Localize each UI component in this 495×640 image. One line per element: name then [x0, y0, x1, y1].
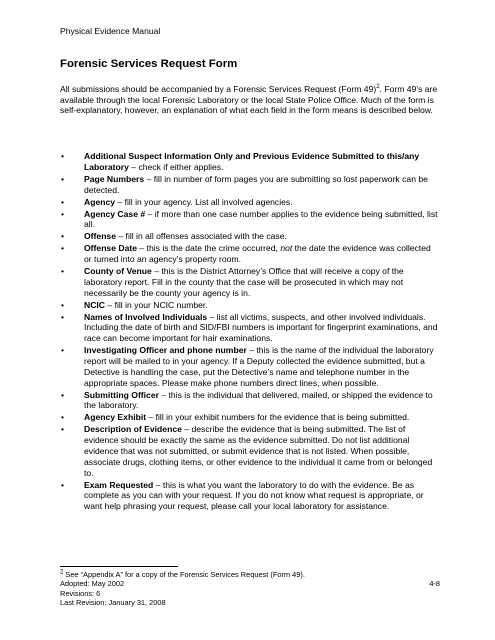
list-item-offense-date — [60, 243, 438, 265]
item-term: Agency Exhibit — [84, 412, 147, 423]
list-item-exam-requested — [60, 480, 438, 512]
list-item-page-numbers — [60, 174, 438, 196]
item-desc: – fill in your exhibit numbers for the evidence that is being submitted. — [146, 412, 410, 423]
list-item-ncic — [60, 300, 438, 311]
item-desc: – fill in all offenses associated with the case. — [116, 231, 287, 242]
item-desc: – this is what you want the laboratory to do with the evidence. Be as complete as you can with your request. If you do not know what request is appropriate, or want help phrasing your request, please call your local laboratory for assistance. — [84, 479, 424, 512]
bullet-icon: • — [61, 479, 65, 490]
item-desc: – this is the name of the individual the laboratory report will be mailed to in your agency. If a Deputy collected the evidence submitted, but a Detective is handling the case, put the Detective’s name and telephone number in the appropriate spaces. Please make phone numbers direct lines, when possible. — [84, 345, 434, 388]
list-item-agency-exhibit — [60, 412, 438, 423]
list-item-agency-case — [60, 209, 438, 231]
list-item-investigating-officer — [60, 345, 438, 388]
section-title: Forensic Services Request Form — [60, 58, 238, 70]
adopted-date: Adopted: May 2002 — [60, 579, 125, 589]
bullet-icon: • — [61, 243, 65, 254]
item-term: NCIC — [84, 299, 106, 310]
bullet-icon: • — [61, 151, 65, 161]
bullet-icon: • — [61, 389, 65, 400]
footnote-divider — [60, 566, 178, 567]
bullet-icon: • — [61, 311, 65, 322]
item-term: Agency Case # — [84, 208, 146, 219]
item-term: Offense Date — [84, 243, 138, 254]
item-term: County of Venue — [84, 266, 152, 277]
running-header: Physical Evidence Manual — [60, 26, 161, 36]
item-term: Additional Suspect Information Only and Previous Evidence Submitted to this/any Laboratory — [84, 151, 420, 172]
item-term: Submitting Officer — [84, 389, 159, 400]
bullet-icon: • — [61, 424, 65, 435]
list-item-agency — [60, 197, 438, 208]
item-term: Exam Requested — [84, 479, 154, 490]
page-number: 4-8 — [429, 579, 440, 589]
footnote-reference: 2 — [376, 84, 380, 91]
list-item-submitting-officer — [60, 390, 438, 412]
intro-paragraph — [60, 84, 438, 116]
intro-text-start: All submissions should be accompanied by a Forensic Services Request (Form 49) — [60, 84, 377, 94]
footnote-mark: 2 — [60, 569, 64, 576]
list-item-involved-individuals — [60, 312, 438, 344]
item-desc: – check if either applies. — [128, 161, 224, 172]
bullet-icon: • — [61, 345, 65, 356]
item-term: Offense — [84, 231, 116, 242]
item-desc: – this is the District Attorney’s Office that will receive a copy of the laboratory report. Fill in the county that the case will be prosecuted in which may not necessarily be the county your agency is in. — [84, 266, 404, 298]
bullet-icon: • — [61, 412, 65, 423]
bullet-icon: • — [61, 231, 65, 242]
footer-adopted-row — [60, 579, 440, 588]
bullet-icon: • — [61, 208, 65, 219]
bullet-icon: • — [61, 266, 65, 277]
field-description-list — [60, 151, 438, 513]
item-desc: – this is the date the crime occurred, — [137, 243, 281, 254]
intro-text-end: . Form 49’s are available through the local Forensic Laboratory or the local State Police Office. Much of the form is self-explanatory, however, an explanation of what each field in the form means is described below. — [60, 84, 438, 116]
page-footer — [60, 570, 440, 608]
bullet-icon: • — [61, 299, 65, 310]
item-desc: – fill in your agency. List all involved agencies. — [115, 196, 293, 207]
item-desc: – if more than one case number applies to the evidence being submitted, list all. — [84, 208, 438, 230]
item-term: Names of Involved Individuals — [84, 311, 208, 322]
item-desc: – fill in your NCIC number. — [105, 299, 208, 310]
bullet-icon: • — [61, 173, 65, 184]
bullet-icon: • — [61, 196, 65, 207]
list-item-description-of-evidence — [60, 424, 438, 478]
last-revision-date: Last Revision: January 31, 2008 — [60, 598, 166, 608]
item-desc: – list all victims, suspects, and other involved individuals. Including the date of birth and SID/FBI numbers is important for fingerprint examinations, and race can become important for hair examinations. — [84, 311, 438, 344]
list-item-suspect-info — [60, 151, 438, 173]
item-desc: – describe the evidence that is being submitted. The list of evidence should be exactly the same as the evidence submitted. Do not list additional evidence that was not submitted, or submit evidence that is not listed. When possible, associate drugs, clothing items, or other evidence to the individual it came from or belonged to. — [84, 424, 433, 478]
item-emphasis: not — [280, 243, 293, 254]
item-term: Investigating Officer and phone number — [84, 345, 247, 356]
item-desc: – this is the individual that delivered, mailed, or shipped the evidence to the laboratory. — [84, 389, 433, 411]
list-item-county-of-venue — [60, 266, 438, 298]
revisions-count: Revisions: 6 — [60, 588, 101, 598]
footnote — [60, 570, 440, 579]
list-item-offense — [60, 231, 438, 242]
item-term: Agency — [84, 196, 116, 207]
item-desc-continued: the date the evidence was collected or turned into an agency’s property room. — [84, 243, 431, 265]
footnote-text: See “Appendix A” for a copy of the Forensic Services Request (Form 49). — [63, 570, 305, 579]
item-desc: – fill in number of form pages you are submitting so lost paperwork can be detected. — [84, 173, 428, 195]
item-term: Page Numbers — [84, 173, 145, 184]
item-term: Description of Evidence — [84, 424, 182, 435]
